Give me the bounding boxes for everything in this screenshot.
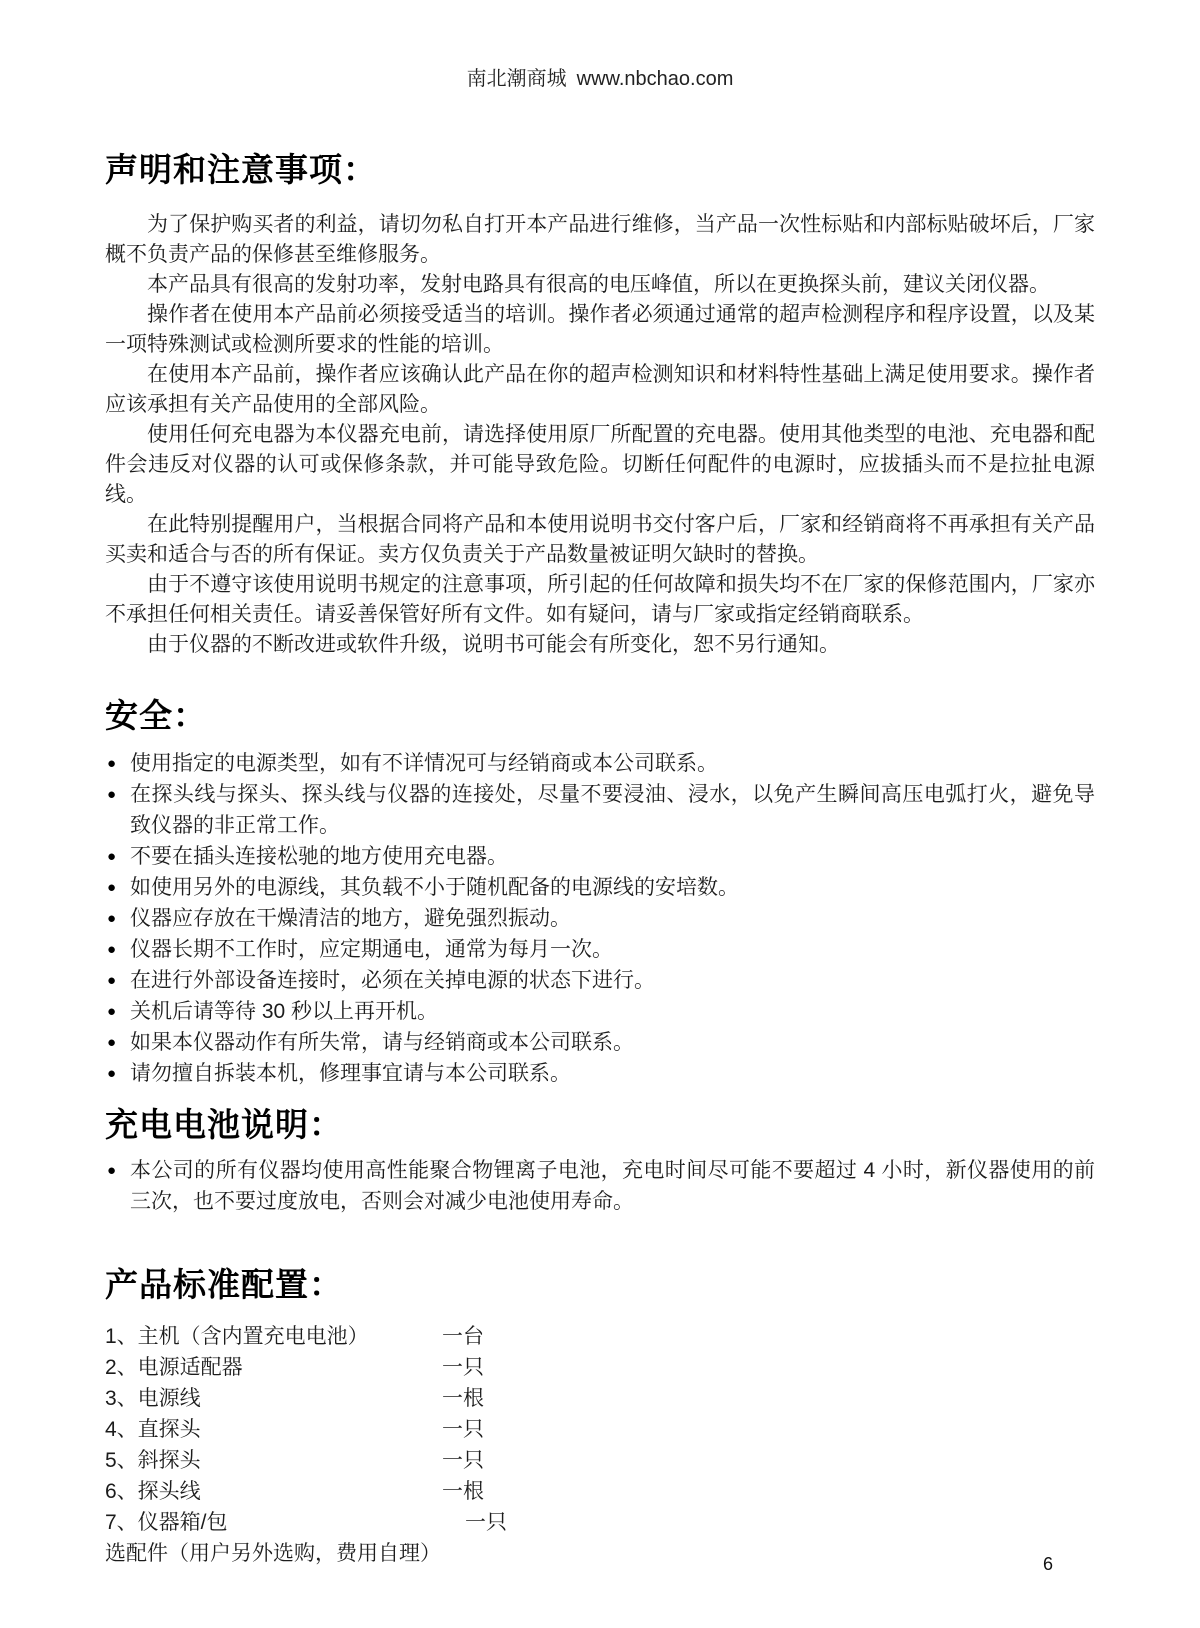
config-item-qty: 一根 [442, 1480, 484, 1503]
bullet-icon: ● [107, 755, 117, 772]
config-item [105, 1383, 1095, 1414]
config-item-qty: 一只 [442, 1356, 484, 1379]
list-item [105, 748, 1095, 779]
bullet-text: 关机后请等待 30 秒以上再开机。 [130, 1000, 439, 1023]
bullet-icon: ● [107, 910, 117, 927]
list-item [105, 903, 1095, 934]
bullet-icon: ● [107, 848, 117, 865]
bullet-text: 在探头线与探头、探头线与仪器的连接处，尽量不要浸油、浸水，以免产生瞬间高压电弧打火，避免导致仪器的非正常工作。 [130, 783, 1095, 837]
battery-bullet-list [105, 1155, 1095, 1217]
bullet-text: 本公司的所有仪器均使用高性能聚合物锂离子电池，充电时间尽可能不要超过 4 小时，新仪器使用的前三次，也不要过度放电，否则会对减少电池使用寿命。 [130, 1159, 1095, 1213]
paragraph: 在此特别提醒用户，当根据合同将产品和本使用说明书交付客户后，厂家和经销商将不再承担有关产品买卖和适合与否的所有保证。卖方仅负责关于产品数量被证明欠缺时的替换。 [105, 513, 1095, 566]
paragraph: 本产品具有很高的发射功率，发射电路具有很高的电压峰值，所以在更换探头前，建议关闭仪器。 [147, 273, 1050, 296]
list-item [105, 965, 1095, 996]
bullet-icon: ● [107, 1003, 117, 1020]
bullet-text: 使用指定的电源类型，如有不详情况可与经销商或本公司联系。 [130, 752, 718, 775]
config-item-label: 5、斜探头 [105, 1449, 201, 1472]
config-item-label: 6、探头线 [105, 1480, 201, 1503]
bullet-icon: ● [107, 1162, 117, 1179]
config-item-label: 3、电源线 [105, 1387, 201, 1410]
paragraph: 为了保护购买者的利益，请切勿私自打开本产品进行维修，当产品一次性标贴和内部标贴破坏后，厂家概不负责产品的保修甚至维修服务。 [105, 213, 1095, 266]
bullet-text: 如果本仪器动作有所失常，请与经销商或本公司联系。 [130, 1031, 634, 1054]
site-url: www.nbchao.com [576, 68, 734, 90]
list-item [105, 1155, 1095, 1217]
bullet-icon: ● [107, 941, 117, 958]
optional-accessories-note: 选配件（用户另外选购，费用自理） [105, 1542, 441, 1565]
list-item [105, 996, 1095, 1027]
config-item [105, 1445, 1095, 1476]
config-item-label: 7、仪器箱/包 [105, 1511, 228, 1534]
config-item-qty: 一台 [442, 1325, 484, 1348]
config-item-label: 1、主机（含内置充电电池） [105, 1325, 369, 1348]
bullet-icon: ● [107, 1065, 117, 1082]
declarations-paragraphs [105, 210, 1095, 660]
bullet-text: 仪器长期不工作时，应定期通电，通常为每月一次。 [130, 938, 613, 961]
bullet-text: 不要在插头连接松驰的地方使用充电器。 [130, 845, 508, 868]
safety-bullet-list [105, 748, 1095, 1089]
paragraph: 由于不遵守该使用说明书规定的注意事项，所引起的任何故障和损失均不在厂家的保修范围内，厂家亦不承担任何相关责任。请妥善保管好所有文件。如有疑问，请与厂家或指定经销商联系。 [105, 573, 1095, 626]
config-item [105, 1476, 1095, 1507]
paragraph: 操作者在使用本产品前必须接受适当的培训。操作者必须通过通常的超声检测程序和程序设置，以及某一项特殊测试或检测所要求的性能的培训。 [105, 303, 1095, 356]
config-item [105, 1414, 1095, 1445]
list-item [105, 1027, 1095, 1058]
bullet-text: 仪器应存放在干燥清洁的地方，避免强烈振动。 [130, 907, 571, 930]
bullet-text: 如使用另外的电源线，其负载不小于随机配备的电源线的安培数。 [130, 876, 739, 899]
list-item [105, 934, 1095, 965]
config-item [105, 1352, 1095, 1383]
config-item [105, 1507, 1095, 1538]
config-item-qty: 一只 [442, 1449, 484, 1472]
list-item [105, 779, 1095, 841]
standard-config-list [105, 1321, 1095, 1569]
config-item-label: 4、直探头 [105, 1418, 201, 1441]
list-item [105, 872, 1095, 903]
section-heading-declarations: 声明和注意事项： [105, 151, 377, 188]
bullet-icon: ● [107, 972, 117, 989]
config-item-qty: 一只 [465, 1511, 507, 1534]
bullet-icon: ● [107, 1034, 117, 1051]
config-item-qty: 一根 [442, 1387, 484, 1410]
bullet-text: 在进行外部设备连接时，必须在关掉电源的状态下进行。 [130, 969, 655, 992]
config-item-label: 2、电源适配器 [105, 1356, 243, 1379]
section-heading-battery: 充电电池说明： [105, 1106, 343, 1143]
config-item [105, 1321, 1095, 1352]
site-header [105, 66, 1095, 92]
bullet-icon: ● [107, 879, 117, 896]
bullet-text: 请勿擅自拆装本机，修理事宜请与本公司联系。 [130, 1062, 571, 1085]
paragraph: 使用任何充电器为本仪器充电前，请选择使用原厂所配置的充电器。使用其他类型的电池、充电器和配件会违反对仪器的认可或保修条款，并可能导致危险。切断任何配件的电源时，应拔插头而不是拉扯电源线。 [105, 423, 1095, 506]
site-name: 南北潮商城 [466, 68, 567, 90]
paragraph: 由于仪器的不断改进或软件升级，说明书可能会有所变化，恕不另行通知。 [147, 633, 840, 656]
paragraph: 在使用本产品前，操作者应该确认此产品在你的超声检测知识和材料特性基础上满足使用要求。操作者应该承担有关产品使用的全部风险。 [105, 363, 1095, 416]
bullet-icon: ● [107, 786, 117, 803]
list-item [105, 1058, 1095, 1089]
section-heading-config: 产品标准配置： [105, 1266, 343, 1303]
section-heading-safety: 安全： [105, 697, 207, 734]
page-number: 6 [1042, 1554, 1053, 1574]
list-item [105, 841, 1095, 872]
config-item-qty: 一只 [442, 1418, 484, 1441]
